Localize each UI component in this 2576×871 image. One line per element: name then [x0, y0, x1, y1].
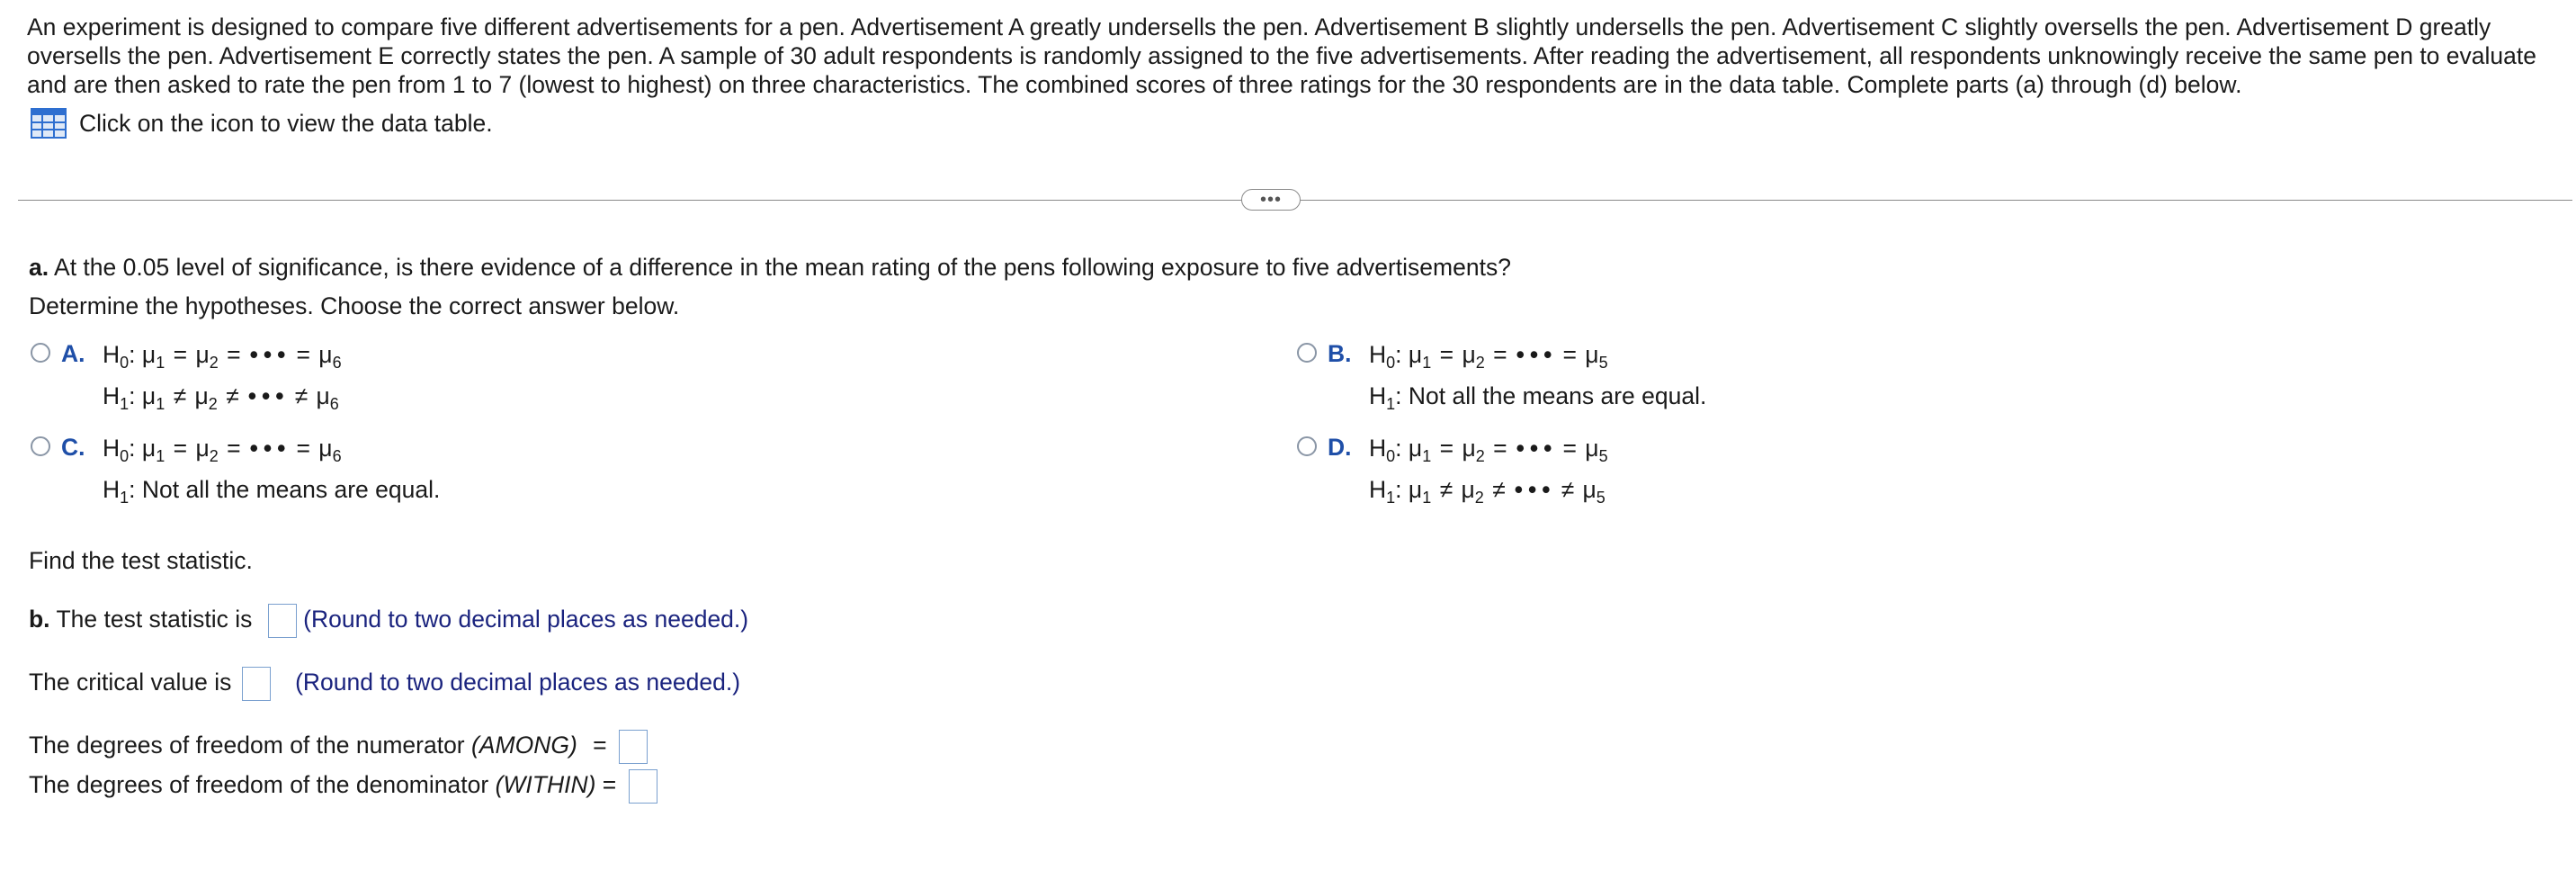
df-numerator-row: [29, 727, 648, 764]
critical-value-hint: (Round to two decimal places as needed.): [295, 669, 741, 696]
part-a-label: a.: [29, 254, 49, 281]
find-test-statistic: Find the test statistic.: [29, 547, 253, 574]
option-b-radio[interactable]: [1297, 343, 1317, 363]
critical-value-row: [29, 664, 740, 701]
df-numerator-text: The degrees of freedom of the numerator: [29, 732, 465, 759]
option-d-h0: $H_0$: $\mu_1 = \mu_2$ = ••• = $\mu_5$: [1369, 435, 1608, 465]
test-statistic-input[interactable]: [268, 604, 297, 638]
df-denominator-eq: =: [602, 771, 617, 798]
df-numerator-eq: =: [593, 732, 607, 759]
option-a-h0: $H_0$: $\mu_1 = \mu_2$ = ••• = $\mu_6$: [103, 341, 342, 372]
part-a-instruction: Determine the hypotheses. Choose the correct answer below.: [29, 292, 680, 319]
part-b-text: The test statistic is: [56, 606, 253, 633]
problem-statement: An experiment is designed to compare five different advertisements for a pen. Advertisement A greatly undersells the pen. Advertisement B slightly undersells the pen. Advertisement C slightly oversells the pen. Advertisement D greatly oversells the pen. Advertisement E correctly states the pen. A sample of 30 adult respondents is randomly assigned to the five advertisements. After reading the advertisement, all respondents unknowingly receive the same pen to evaluate and are then asked to rate the pen from 1 to 7 (lowest to highest) on three characteristics. The combined scores of three ratings for the 30 respondents are in the data table. Complete parts (a) through (d) below.: [27, 13, 2536, 98]
option-c-letter: C.: [61, 434, 85, 461]
part-b-hint: (Round to two decimal places as needed.): [303, 606, 749, 633]
df-denominator-input[interactable]: [629, 769, 657, 804]
part-b-label: b.: [29, 606, 50, 633]
option-a-letter: A.: [61, 340, 85, 367]
option-c[interactable]: [31, 434, 440, 510]
option-a-h1: $H_1$: $\mu_1 \ne \mu_2$ ≠ ••• ≠ $\mu_6$: [103, 382, 339, 413]
option-c-radio[interactable]: [31, 436, 50, 456]
critical-value-input[interactable]: [242, 667, 271, 701]
option-b-h1: $H_1$: Not all the means are equal.: [1369, 382, 1707, 413]
expand-button[interactable]: •••: [1241, 189, 1301, 211]
option-c-h1: $H_1$: Not all the means are equal.: [103, 476, 441, 507]
critical-value-text: The critical value is: [29, 669, 232, 696]
df-denominator-italic: (WITHIN): [495, 771, 596, 798]
option-b[interactable]: [1297, 340, 1706, 417]
df-denominator-text: The degrees of freedom of the denominator: [29, 771, 489, 798]
option-d-radio[interactable]: [1297, 436, 1317, 456]
part-b-row: [29, 601, 748, 638]
option-b-h0: $H_0$: $\mu_1 = \mu_2$ = ••• = $\mu_5$: [1369, 341, 1608, 372]
option-a[interactable]: [31, 340, 342, 417]
option-a-radio[interactable]: [31, 343, 50, 363]
option-b-letter: B.: [1328, 340, 1352, 367]
view-data-table-link[interactable]: [31, 108, 493, 139]
option-d[interactable]: [1297, 434, 1608, 510]
table-grid-icon[interactable]: [31, 108, 67, 139]
option-c-h0: $H_0$: $\mu_1 = \mu_2$ = ••• = $\mu_6$: [103, 435, 342, 465]
df-numerator-italic: (AMONG): [471, 732, 577, 759]
view-data-table-label[interactable]: Click on the icon to view the data table.: [79, 109, 493, 137]
part-a-question-text: At the 0.05 level of significance, is there evidence of a difference in the mean rating of the pens following exposure to five advertisements?: [54, 254, 1511, 281]
part-a-question: [29, 254, 1511, 282]
df-numerator-input[interactable]: [619, 730, 648, 764]
option-d-letter: D.: [1328, 434, 1352, 461]
option-d-h1: $H_1$: $\mu_1 \ne \mu_2$ ≠ ••• ≠ $\mu_5$: [1369, 476, 1606, 507]
df-denominator-row: [29, 767, 657, 804]
